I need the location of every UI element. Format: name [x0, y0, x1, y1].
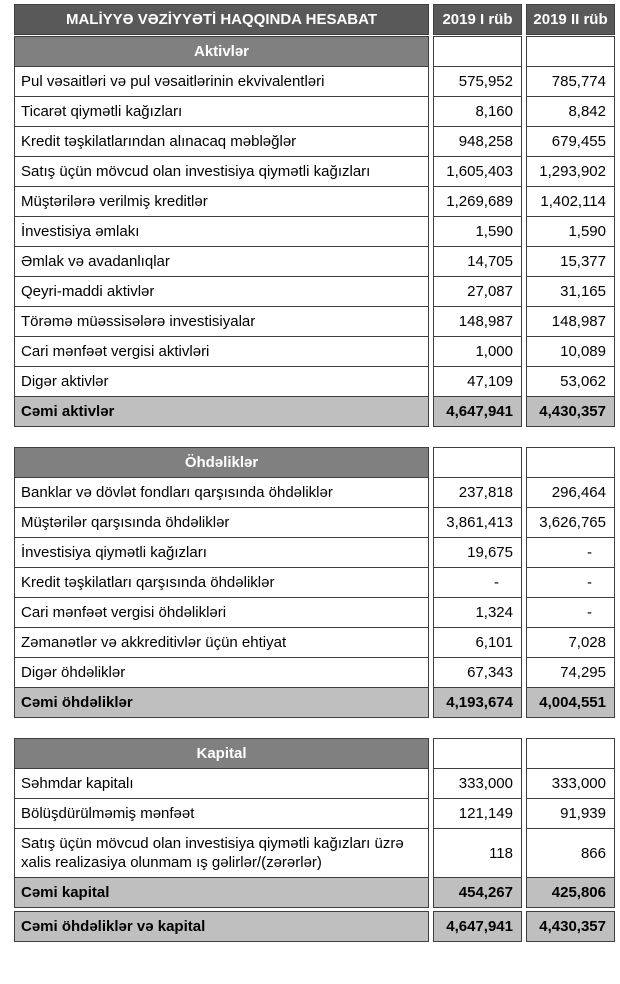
line-item-label: Banklar və dövlət fondları qarşısında öhdəliklər: [14, 477, 429, 508]
section-total-value-q2: 4,004,551: [526, 687, 615, 718]
line-item-value-q1: 1,000: [433, 336, 522, 367]
grand-total-value-q2: 4,430,357: [526, 911, 615, 942]
line-item-value-q2: 296,464: [526, 477, 615, 508]
line-item-value-q2: 148,987: [526, 306, 615, 337]
line-item-label: Cari mənfəət vergisi aktivləri: [14, 336, 429, 367]
line-item-row: [14, 537, 615, 568]
line-item-value-q2: 679,455: [526, 126, 615, 157]
section-total-value-q1: 4,193,674: [433, 687, 522, 718]
line-item-value-q2: 74,295: [526, 657, 615, 688]
line-item-row: [14, 126, 615, 157]
line-item-label: Kredit təşkilatlarından alınacaq məbləğlər: [14, 126, 429, 157]
line-item-row: [14, 828, 615, 878]
line-item-value-q2: 785,774: [526, 66, 615, 97]
line-item-value-q1: 121,149: [433, 798, 522, 829]
section-total-value-q1: 4,647,941: [433, 396, 522, 427]
line-item-row: [14, 276, 615, 307]
section-total-label: Cəmi öhdəliklər: [14, 687, 429, 718]
line-item-label: Müştərilər qarşısında öhdəliklər: [14, 507, 429, 538]
section-kapital-header-value-q2: [526, 738, 615, 769]
grand-total-label: Cəmi öhdəliklər və kapital: [14, 911, 429, 942]
line-item-value-q2: 10,089: [526, 336, 615, 367]
section-kapital: [14, 738, 615, 942]
line-item-value-q1: 1,590: [433, 216, 522, 247]
line-item-value-q2: 91,939: [526, 798, 615, 829]
line-item-value-q1: 148,987: [433, 306, 522, 337]
line-item-value-q2: 1,590: [526, 216, 615, 247]
line-item-label: Qeyri-maddi aktivlər: [14, 276, 429, 307]
line-item-value-q1: 237,818: [433, 477, 522, 508]
line-item-label: Ticarət qiymətli kağızları: [14, 96, 429, 127]
line-item-row: [14, 507, 615, 538]
line-item-value-q2: -: [526, 537, 615, 568]
line-item-label: Zəmanətlər və akkreditivlər üçün ehtiyat: [14, 627, 429, 658]
line-item-label: Törəmə müəssisələrə investisiyalar: [14, 306, 429, 337]
line-item-value-q2: 866: [526, 828, 615, 878]
line-item-value-q2: 1,402,114: [526, 186, 615, 217]
line-item-row: [14, 186, 615, 217]
line-item-row: [14, 597, 615, 628]
line-item-value-q1: 6,101: [433, 627, 522, 658]
grand-total-value-q1: 4,647,941: [433, 911, 522, 942]
line-item-row: [14, 627, 615, 658]
line-item-value-q1: 118: [433, 828, 522, 878]
section-ohdelikler-header-value-q2: [526, 447, 615, 478]
line-item-row: [14, 798, 615, 829]
section-ohdelikler: [14, 447, 615, 718]
section-ohdelikler-header-label: Öhdəliklər: [14, 447, 429, 478]
line-item-value-q2: 333,000: [526, 768, 615, 799]
sections: [14, 36, 615, 942]
line-item-value-q1: 333,000: [433, 768, 522, 799]
section-total-row: [14, 396, 615, 427]
line-item-value-q1: 8,160: [433, 96, 522, 127]
section-aktivler-header-row: [14, 36, 615, 67]
line-item-value-q1: 47,109: [433, 366, 522, 397]
section-total-label: Cəmi kapital: [14, 877, 429, 908]
line-item-row: [14, 768, 615, 799]
column-header-q2: 2019 II rüb: [526, 4, 615, 35]
line-item-value-q2: -: [526, 567, 615, 598]
section-ohdelikler-header-value-q1: [433, 447, 522, 478]
line-item-row: [14, 366, 615, 397]
line-item-row: [14, 336, 615, 367]
section-total-row: [14, 877, 615, 908]
section-total-label: Cəmi aktivlər: [14, 396, 429, 427]
line-item-label: Əmlak və avadanlıqlar: [14, 246, 429, 277]
section-kapital-header-value-q1: [433, 738, 522, 769]
line-item-label: İnvestisiya qiymətli kağızları: [14, 537, 429, 568]
line-item-label: Səhmdar kapitalı: [14, 768, 429, 799]
line-item-value-q1: 575,952: [433, 66, 522, 97]
line-item-value-q1: 27,087: [433, 276, 522, 307]
line-item-value-q1: 1,324: [433, 597, 522, 628]
line-item-row: [14, 246, 615, 277]
line-item-value-q1: 1,605,403: [433, 156, 522, 187]
column-header-q1: 2019 I rüb: [433, 4, 522, 35]
section-ohdelikler-header-row: [14, 447, 615, 478]
section-total-row: [14, 687, 615, 718]
line-item-row: [14, 567, 615, 598]
line-item-label: Kredit təşkilatları qarşısında öhdəliklər: [14, 567, 429, 598]
line-item-row: [14, 216, 615, 247]
table-header-row: [14, 4, 615, 35]
line-item-value-q2: 53,062: [526, 366, 615, 397]
section-aktivler: [14, 36, 615, 427]
line-item-label: Satış üçün mövcud olan investisiya qiymətli kağızları üzrə xalis realizasiya olunmam ış gəlirlər/(zərərlər): [14, 828, 429, 878]
line-item-row: [14, 66, 615, 97]
section-total-value-q2: 4,430,357: [526, 396, 615, 427]
line-item-row: [14, 156, 615, 187]
line-item-value-q1: -: [433, 567, 522, 598]
line-item-label: Pul vəsaitləri və pul vəsaitlərinin ekvivalentləri: [14, 66, 429, 97]
line-item-row: [14, 96, 615, 127]
line-item-label: Digər aktivlər: [14, 366, 429, 397]
grand-total-row: [14, 911, 615, 942]
section-total-value-q2: 425,806: [526, 877, 615, 908]
line-item-label: Bölüşdürülməmiş mənfəət: [14, 798, 429, 829]
line-item-value-q1: 948,258: [433, 126, 522, 157]
line-item-label: Digər öhdəliklər: [14, 657, 429, 688]
line-item-value-q1: 3,861,413: [433, 507, 522, 538]
line-item-value-q2: 1,293,902: [526, 156, 615, 187]
line-item-value-q1: 1,269,689: [433, 186, 522, 217]
section-aktivler-header-value-q2: [526, 36, 615, 67]
section-aktivler-header-value-q1: [433, 36, 522, 67]
section-aktivler-header-label: Aktivlər: [14, 36, 429, 67]
line-item-value-q2: 8,842: [526, 96, 615, 127]
line-item-row: [14, 306, 615, 337]
line-item-label: Müştərilərə verilmiş kreditlər: [14, 186, 429, 217]
line-item-value-q1: 67,343: [433, 657, 522, 688]
section-total-value-q1: 454,267: [433, 877, 522, 908]
line-item-value-q2: 7,028: [526, 627, 615, 658]
line-item-row: [14, 657, 615, 688]
line-item-value-q1: 14,705: [433, 246, 522, 277]
report-title: MALİYYƏ VƏZİYYƏTİ HAQQINDA HESABAT: [14, 4, 429, 35]
line-item-value-q2: 15,377: [526, 246, 615, 277]
line-item-label: Satış üçün mövcud olan investisiya qiymətli kağızları: [14, 156, 429, 187]
line-item-value-q2: 3,626,765: [526, 507, 615, 538]
line-item-value-q2: 31,165: [526, 276, 615, 307]
line-item-value-q1: 19,675: [433, 537, 522, 568]
line-item-value-q2: -: [526, 597, 615, 628]
line-item-label: Cari mənfəət vergisi öhdəlikləri: [14, 597, 429, 628]
line-item-label: İnvestisiya əmlakı: [14, 216, 429, 247]
line-item-row: [14, 477, 615, 508]
section-kapital-header-label: Kapital: [14, 738, 429, 769]
section-kapital-header-row: [14, 738, 615, 769]
